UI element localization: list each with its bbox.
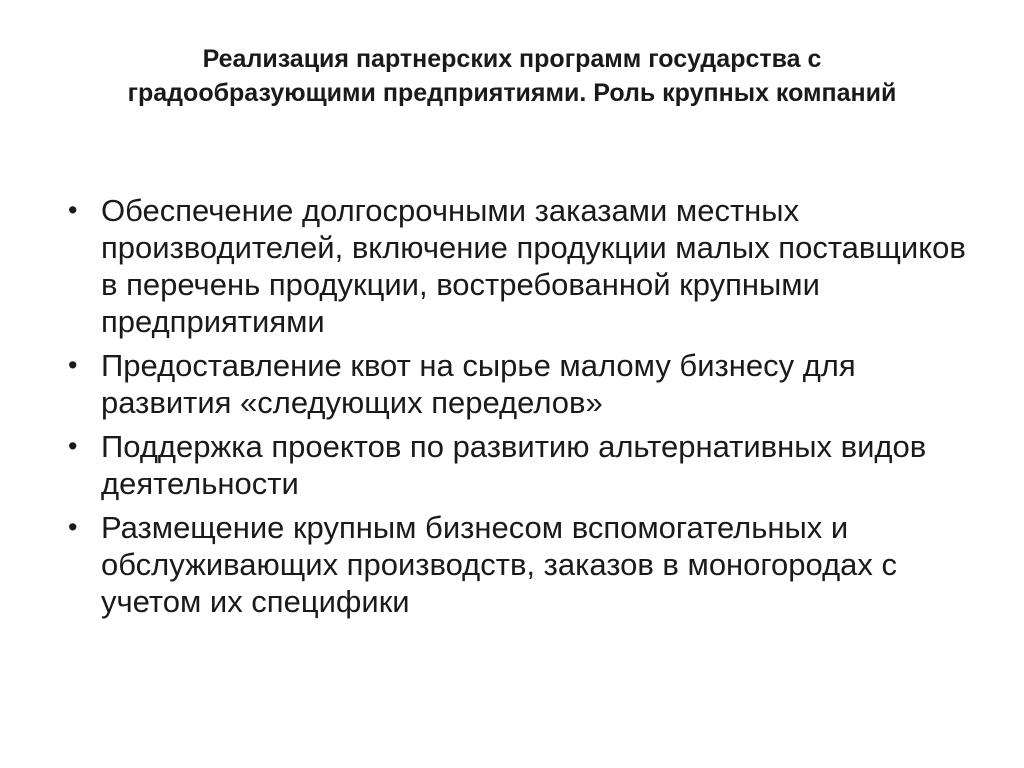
bullet-item-2 <box>68 347 968 421</box>
slide-title: Реализация партнерских программ государства с градообразующими предприятиями. Роль крупных компаний <box>127 45 897 107</box>
bullet-icon: • <box>68 512 78 542</box>
bullet-text: Обеспечение долгосрочными заказами местных производителей, включение продукции малых поставщиков в перечень продукции, востребованной крупными предприятиями <box>101 193 966 339</box>
bullet-item-1 <box>68 192 968 340</box>
bullet-icon: • <box>68 350 78 380</box>
bullet-text: Поддержка проектов по развитию альтернативных видов деятельности <box>101 429 927 501</box>
bullet-icon: • <box>68 195 78 225</box>
bullet-list <box>68 192 968 627</box>
bullet-icon: • <box>68 431 78 461</box>
bullet-item-3 <box>68 428 968 502</box>
bullet-text: Размещение крупным бизнесом вспомогательных и обслуживающих производств, заказов в моногородах с учетом их специфики <box>101 510 898 619</box>
bullet-text: Предоставление квот на сырье малому бизнесу для развития «следующих переделов» <box>101 348 856 420</box>
bullet-item-4 <box>68 509 968 620</box>
